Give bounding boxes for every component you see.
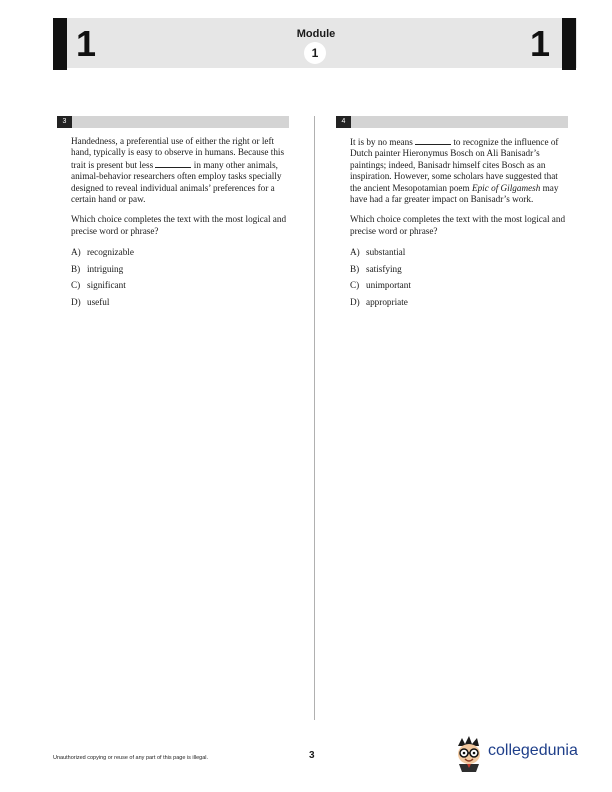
page-number: 3 <box>309 750 315 761</box>
poem-title: Epic of Gilgamesh <box>471 182 541 193</box>
choice-letter: C) <box>71 280 81 291</box>
passage-text-end: may have had a far greater impact on Banisadr’s work. <box>350 182 559 205</box>
choice-letter: B) <box>71 263 81 274</box>
question-4 <box>336 116 568 313</box>
choice-letter: A) <box>71 247 81 258</box>
copyright-notice: Unauthorized copying or reuse of any part of this page is illegal. <box>53 755 209 761</box>
choice-letter: D) <box>350 296 360 307</box>
passage-text-before: It is by no means <box>350 137 416 147</box>
mascot-icon <box>452 734 488 774</box>
choice-c[interactable] <box>71 280 289 291</box>
choice-d[interactable] <box>71 297 289 308</box>
question-number: 3 <box>57 116 72 128</box>
choice-a[interactable] <box>71 247 289 258</box>
choice-text: significant <box>87 280 126 291</box>
choice-text: satisfying <box>366 263 402 274</box>
choice-b[interactable] <box>350 264 568 275</box>
module-number-badge: 1 <box>304 42 326 64</box>
left-marker-bar <box>53 18 67 70</box>
choice-c[interactable] <box>350 280 568 291</box>
module-label: Module <box>296 28 336 40</box>
choice-text: intriguing <box>87 263 124 274</box>
choice-letter: D) <box>71 296 81 307</box>
choice-text: substantial <box>366 247 406 258</box>
logo-text: collegedunia <box>488 742 578 759</box>
question-passage <box>71 136 289 205</box>
question-prompt: Which choice completes the text with the most logical and precise word or phrase? <box>350 214 566 236</box>
choice-text: appropriate <box>366 296 408 307</box>
column-divider <box>314 116 315 720</box>
collegedunia-logo[interactable] <box>452 734 596 774</box>
module-number-right: 1 <box>530 23 551 64</box>
question-passage <box>350 136 568 205</box>
module-number-left: 1 <box>76 23 97 64</box>
passage-text-after: to recognize the influence of Dutch painter Hieronymus Bosch on Ali Banisadr’s paintings; indeed, Banisadr himself cites Bosch as an inspiration. However, some scholars have suggested that the ancient Mesopotamian poem <box>350 137 559 193</box>
question-bar <box>57 116 289 128</box>
blank-line <box>415 136 451 145</box>
choice-letter: B) <box>350 263 360 274</box>
choice-b[interactable] <box>71 264 289 275</box>
passage-text-after: in many other animals, animal-behavior researchers often employ tasks specially designed to reveal individual animals’ preferences for a certain hand or paw. <box>71 159 282 205</box>
question-number: 4 <box>336 116 351 128</box>
blank-line <box>155 159 191 168</box>
choice-d[interactable] <box>350 297 568 308</box>
choice-text: recognizable <box>87 247 134 258</box>
passage-text-before: Handedness, a preferential use of either the right or left hand, typically is easy to observe in humans. Because this trait is present but less <box>71 136 285 170</box>
choice-a[interactable] <box>350 247 568 258</box>
right-marker-bar <box>562 18 576 70</box>
choice-text: useful <box>87 296 110 307</box>
question-3 <box>57 116 289 313</box>
question-bar <box>336 116 568 128</box>
choice-letter: A) <box>350 247 360 258</box>
choice-letter: C) <box>350 280 360 291</box>
question-prompt: Which choice completes the text with the most logical and precise word or phrase? <box>71 214 287 236</box>
answer-choices <box>71 247 289 308</box>
answer-choices <box>350 247 568 308</box>
choice-text: unimportant <box>366 280 411 291</box>
